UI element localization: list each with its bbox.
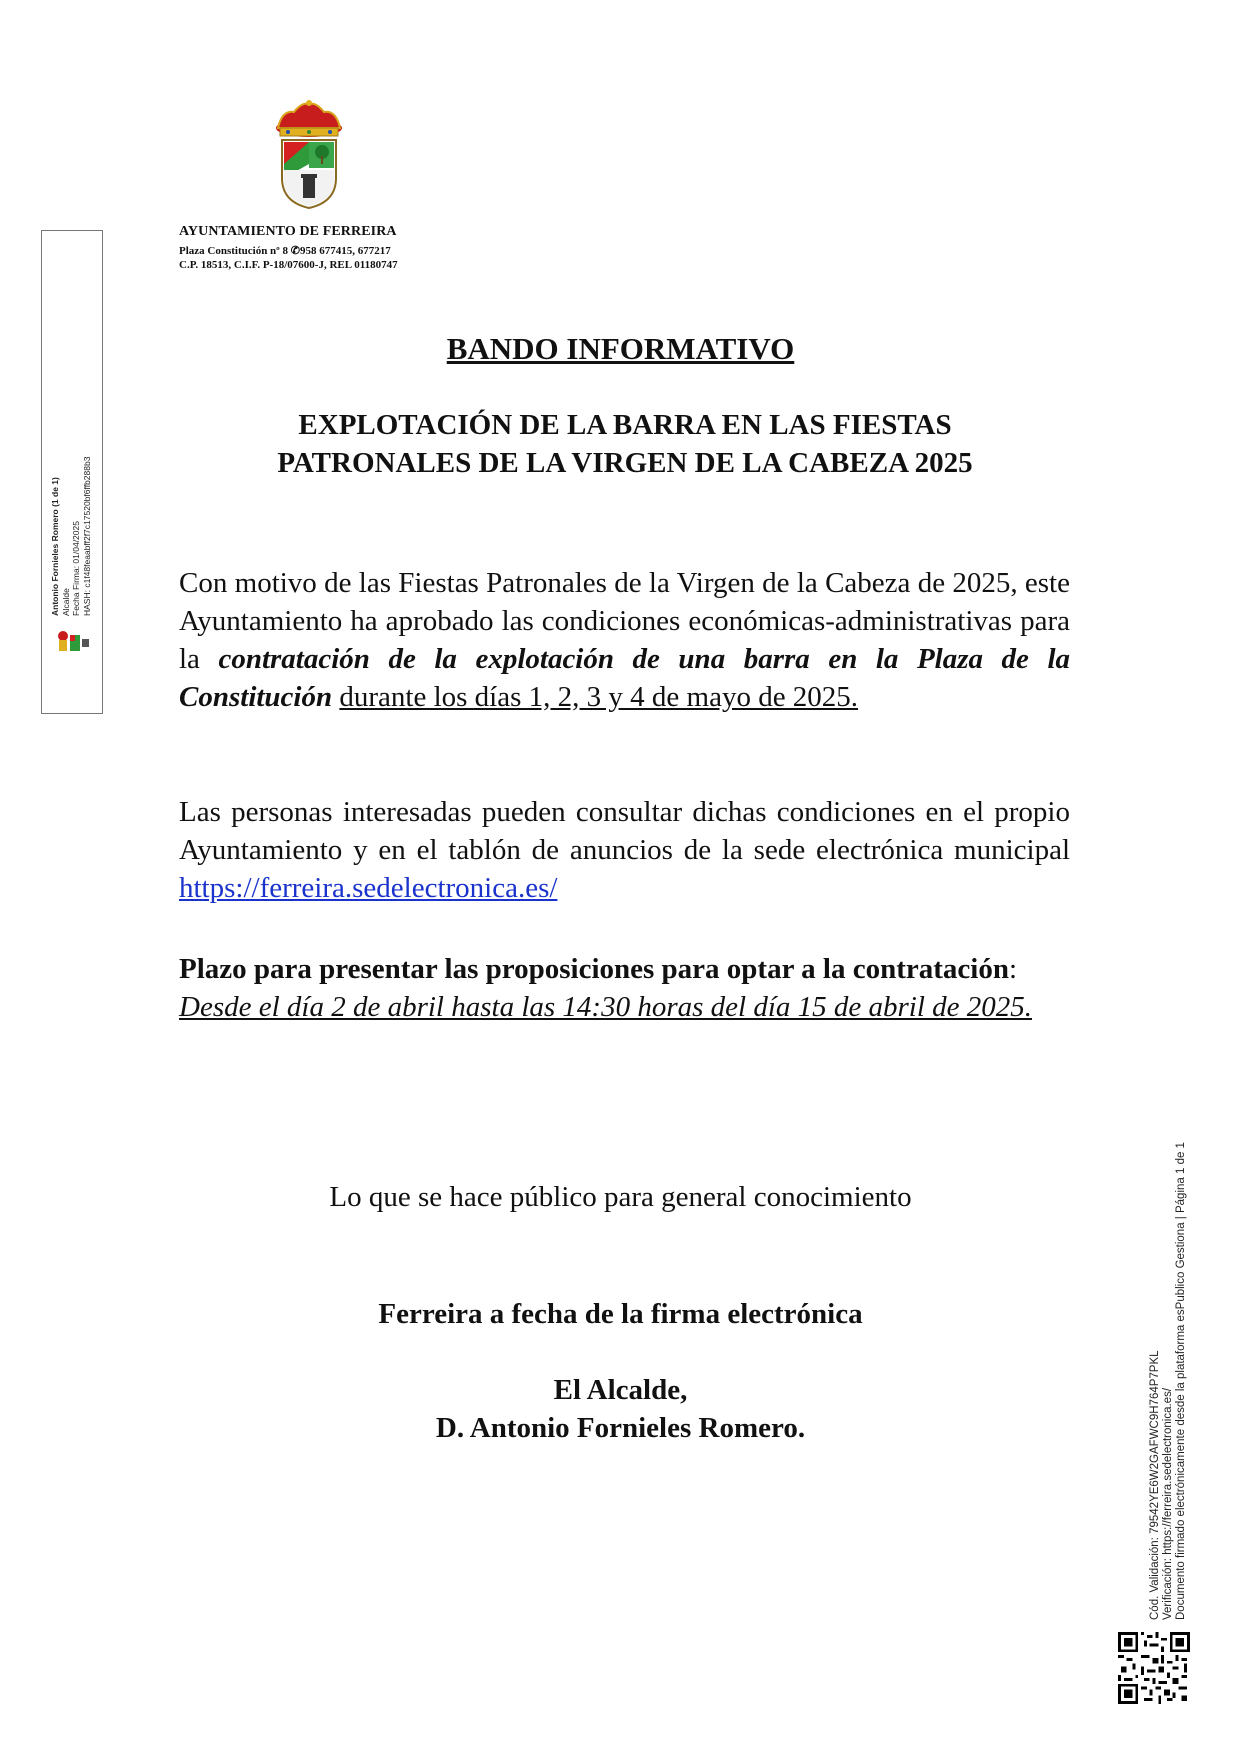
signature-details bbox=[50, 386, 92, 616]
paragraph-1-emphasis: contratación de la explotación de una barra en la Plaza de la Constitución bbox=[179, 643, 1070, 713]
org-cp-line: C.P. 18513, C.I.F. P-18/07600-J, REL 01180747 bbox=[179, 259, 398, 271]
paragraph-2 bbox=[179, 793, 1070, 907]
place-date: Ferreira a fecha de la firma electrónica bbox=[378, 1298, 863, 1330]
signer-role: Alcalde bbox=[60, 588, 71, 616]
validation-code: Cód. Validación: 79542YE6W2GAFWC9H764P7PKL bbox=[1149, 1350, 1161, 1620]
paragraph-1-dates: durante los días 1, 2, 3 y 4 de mayo de 2025. bbox=[339, 681, 859, 713]
signature-date: Fecha Firma: 01/04/2025 bbox=[71, 521, 81, 616]
org-address: Plaza Constitución nº 8 ✆958 677415, 677217 bbox=[179, 245, 391, 257]
verification-block bbox=[1149, 1100, 1188, 1620]
deadline-colon: : bbox=[1008, 953, 1018, 985]
signature-box bbox=[41, 230, 103, 714]
signature-role: El Alcalde, bbox=[553, 1374, 688, 1406]
deadline-period: Desde el día 2 de abril hasta las 14:30 horas del día 15 de abril de 2025. bbox=[179, 991, 1033, 1023]
verification-url: Verificación: https://ferreira.sedelectronica.es/ bbox=[1162, 1387, 1174, 1620]
coat-of-arms-icon bbox=[272, 98, 346, 210]
deadline-label: Plazo para presentar las proposiciones para optar a la contratación bbox=[179, 953, 1009, 985]
signature-name: D. Antonio Fornieles Romero. bbox=[435, 1412, 806, 1444]
mini-crest-icon bbox=[56, 627, 92, 655]
qr-code-icon[interactable] bbox=[1118, 1632, 1190, 1704]
paragraph-1 bbox=[179, 564, 1070, 716]
org-name: AYUNTAMIENTO DE FERREIRA bbox=[179, 224, 397, 239]
paragraph-2-text: Las personas interesadas pueden consultar dichas condiciones en el propio Ayuntamiento y en el tablón de anuncios de la sede electrónica municipal bbox=[179, 796, 1070, 866]
paragraph-1-intro: Con motivo de las Fiestas Patronales de la Virgen de la Cabeza de 2025, este Ayuntamiento ha aprobado las condiciones económicas-administrativas para la bbox=[179, 567, 1070, 675]
document-title: BANDO INFORMATIVO bbox=[446, 331, 795, 366]
paragraph-3 bbox=[179, 950, 1070, 1026]
signature-hash: HASH: c1f48feaabff2f7c17520bf6ffb288b3 bbox=[81, 456, 92, 616]
signature-platform-note: Documento firmado electrónicamente desde la plataforma esPublico Gestiona | Página 1 de 1 bbox=[1175, 1142, 1187, 1620]
sede-electronica-link[interactable]: https://ferreira.sedelectronica.es/ bbox=[179, 872, 558, 904]
closing-statement: Lo que se hace público para general conocimiento bbox=[329, 1181, 912, 1213]
subtitle-line-2: PATRONALES DE LA VIRGEN DE LA CABEZA 2025 bbox=[277, 447, 973, 479]
subtitle-line-1: EXPLOTACIÓN DE LA BARRA EN LAS FIESTAS bbox=[298, 409, 952, 441]
signer-name: Antonio Fornieles Romero (1 de 1) bbox=[50, 477, 60, 616]
